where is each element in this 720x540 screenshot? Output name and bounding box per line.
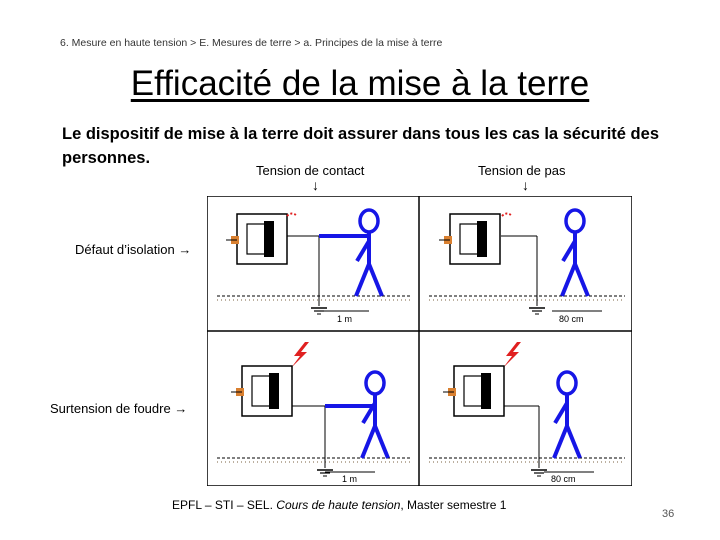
page-number: 36 [662,508,675,520]
row-label-fault: Défaut d’isolation → [75,242,192,257]
slide-title: Efficacité de la mise à la terre [130,64,590,103]
arrow-right-icon: → [174,401,188,416]
row-label-lightning: Surtension de foudre → [50,401,188,416]
body-text: Le dispositif de mise à la terre doit assurer dans tous les cas la sécurité des personnes. [62,125,659,167]
column-label-contact: Tension de contact [256,163,365,178]
dimension-step: 80 cm [559,314,584,324]
arrow-right-icon: → [178,242,192,257]
dimension-touch: 1 m [342,474,358,484]
dimension-touch: 1 m [337,314,353,324]
arrow-down-icon: ↓ [522,177,529,193]
footer: EPFL – STI – SEL. Cours de haute tension, Master semestre 1 [172,498,507,512]
column-label-step: Tension de pas [478,163,566,178]
grounding-diagram [207,196,632,486]
arrow-down-icon: ↓ [312,177,319,193]
breadcrumb: 6. Mesure en haute tension > E. Mesures de terre > a. Principes de la mise à terre [60,37,443,49]
dimension-step: 80 cm [551,474,576,484]
